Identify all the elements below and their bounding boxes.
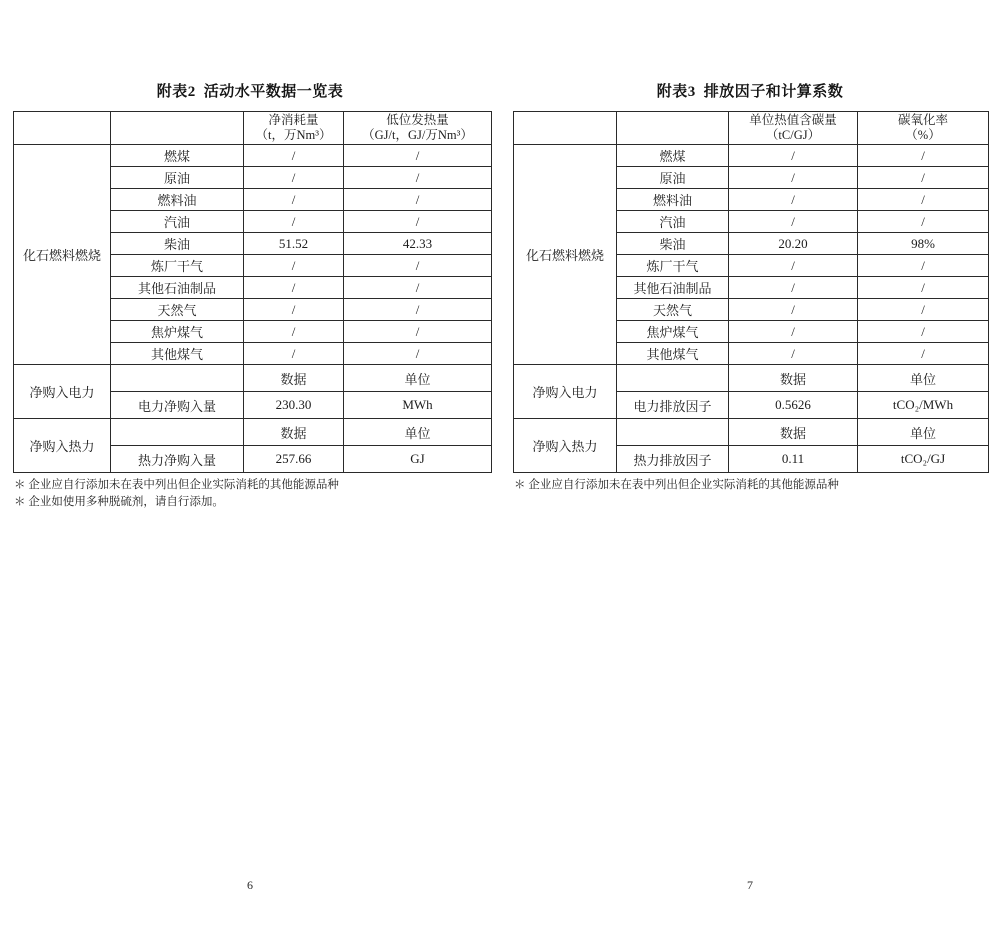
footnote: ＊ 企业应自行添加未在表中列出但企业实际消耗的其他能源品种 xyxy=(14,479,339,491)
t3-electricity-empty-cell xyxy=(617,365,729,392)
fuel-oxidation-rate: 98% xyxy=(858,233,989,255)
fuel-consumption-value: / xyxy=(244,189,344,211)
t3-electricity-row-label: 电力排放因子 xyxy=(617,392,729,419)
t2-electricity-unit-header: 单位 xyxy=(344,365,492,392)
table-row xyxy=(514,419,989,446)
fuel-label: 燃煤 xyxy=(617,145,729,167)
fuel-carbon-content: / xyxy=(729,167,858,189)
t3-electricity-unit-header: 单位 xyxy=(858,365,989,392)
t3-header-empty-2 xyxy=(617,112,729,145)
t3-heat-unit: tCO₂/GJ xyxy=(858,446,989,473)
fuel-oxidation-rate: / xyxy=(858,299,989,321)
table2-title-text: 活动水平数据一览表 xyxy=(203,84,344,100)
fuel-consumption-value: / xyxy=(244,211,344,233)
fuel-label: 天然气 xyxy=(617,299,729,321)
table2-title-number: 附表2 xyxy=(156,84,196,100)
fuel-label: 汽油 xyxy=(617,211,729,233)
fuel-label: 焦炉煤气 xyxy=(111,321,244,343)
fuel-label: 其他煤气 xyxy=(617,343,729,365)
table3-title-text: 排放因子和计算系数 xyxy=(703,84,844,100)
t2-header-net-consumption-line1: 净消耗量 xyxy=(268,113,319,127)
footnote: ＊ 企业应自行添加未在表中列出但企业实际消耗的其他能源品种 xyxy=(514,479,839,491)
t3-heat-value: 0.11 xyxy=(729,446,858,473)
fuel-consumption-value: / xyxy=(244,299,344,321)
fuel-carbon-content: / xyxy=(729,145,858,167)
fuel-heating-value: / xyxy=(344,299,492,321)
t3-group-heat-label: 净购入热力 xyxy=(514,419,617,473)
t3-heat-row-label: 热力排放因子 xyxy=(617,446,729,473)
t2-group-electricity-label: 净购入电力 xyxy=(14,365,111,419)
table-row xyxy=(14,419,492,446)
fuel-label: 天然气 xyxy=(111,299,244,321)
t3-electricity-data-header: 数据 xyxy=(729,365,858,392)
emission-factor-table xyxy=(513,111,989,473)
t3-header-carbon-content-line2: （tC/GJ） xyxy=(765,128,821,142)
t2-header-net-consumption-line2: （t，万Nm³） xyxy=(255,128,332,142)
fuel-label: 原油 xyxy=(617,167,729,189)
t2-heat-empty-cell xyxy=(111,419,244,446)
fuel-oxidation-rate: / xyxy=(858,255,989,277)
fuel-oxidation-rate: / xyxy=(858,343,989,365)
fuel-label: 其他煤气 xyxy=(111,343,244,365)
t2-header-heating-value-line2: （GJ/t，GJ/万Nm³） xyxy=(362,128,473,142)
t3-header-carbon-content xyxy=(729,112,858,145)
fuel-label: 其他石油制品 xyxy=(617,277,729,299)
t3-heat-empty-cell xyxy=(617,419,729,446)
t3-header-oxidation-rate xyxy=(858,112,989,145)
t2-header-heating-value xyxy=(344,112,492,145)
t3-heat-unit-header: 单位 xyxy=(858,419,989,446)
fuel-label: 原油 xyxy=(111,167,244,189)
fuel-oxidation-rate: / xyxy=(858,167,989,189)
t3-group-fossil-fuel-label: 化石燃料燃烧 xyxy=(514,145,617,365)
table3-title-number: 附表3 xyxy=(656,84,696,100)
fuel-label: 柴油 xyxy=(111,233,244,255)
t2-group-fossil-fuel-label: 化石燃料燃烧 xyxy=(14,145,111,365)
t3-electricity-value: 0.5626 xyxy=(729,392,858,419)
fuel-carbon-content: / xyxy=(729,189,858,211)
t2-header-heating-value-line1: 低位发热量 xyxy=(386,113,449,127)
t2-heat-unit-header: 单位 xyxy=(344,419,492,446)
fuel-heating-value: / xyxy=(344,343,492,365)
fuel-oxidation-rate: / xyxy=(858,277,989,299)
t2-electricity-data-header: 数据 xyxy=(244,365,344,392)
fuel-oxidation-rate: / xyxy=(858,211,989,233)
fuel-heating-value: / xyxy=(344,211,492,233)
table3-footnotes xyxy=(514,477,1000,494)
page-number-left: 6 xyxy=(247,878,253,892)
table-row xyxy=(14,145,492,167)
fuel-heating-value: / xyxy=(344,277,492,299)
fuel-heating-value: / xyxy=(344,167,492,189)
fuel-heating-value: / xyxy=(344,145,492,167)
t2-electricity-empty-cell xyxy=(111,365,244,392)
fuel-label: 燃料油 xyxy=(111,189,244,211)
fuel-carbon-content: / xyxy=(729,321,858,343)
t3-electricity-unit: tCO₂/MWh xyxy=(858,392,989,419)
t2-heat-data-header: 数据 xyxy=(244,419,344,446)
t3-header-empty-1 xyxy=(514,112,617,145)
fuel-label: 燃料油 xyxy=(617,189,729,211)
t2-heat-row-label: 热力净购入量 xyxy=(111,446,244,473)
fuel-carbon-content: 20.20 xyxy=(729,233,858,255)
fuel-label: 汽油 xyxy=(111,211,244,233)
fuel-oxidation-rate: / xyxy=(858,321,989,343)
table-row xyxy=(514,365,989,392)
fuel-carbon-content: / xyxy=(729,255,858,277)
fuel-heating-value: / xyxy=(344,255,492,277)
t3-header-carbon-content-line1: 单位热值含碳量 xyxy=(749,113,837,127)
fuel-carbon-content: / xyxy=(729,211,858,233)
fuel-consumption-value: / xyxy=(244,343,344,365)
t2-electricity-value: 230.30 xyxy=(244,392,344,419)
fuel-label: 柴油 xyxy=(617,233,729,255)
fuel-label: 燃煤 xyxy=(111,145,244,167)
t3-header-oxidation-rate-line2: （%） xyxy=(905,128,941,142)
fuel-heating-value: / xyxy=(344,189,492,211)
fuel-label: 焦炉煤气 xyxy=(617,321,729,343)
fuel-label: 其他石油制品 xyxy=(111,277,244,299)
table3-title xyxy=(500,80,1000,101)
table-row xyxy=(514,145,989,167)
t2-header-empty-1 xyxy=(14,112,111,145)
fuel-oxidation-rate: / xyxy=(858,189,989,211)
t3-header-oxidation-rate-line1: 碳氧化率 xyxy=(897,113,948,127)
fuel-oxidation-rate: / xyxy=(858,145,989,167)
t2-electricity-unit: MWh xyxy=(344,392,492,419)
fuel-heating-value: 42.33 xyxy=(344,233,492,255)
t3-group-electricity-label: 净购入电力 xyxy=(514,365,617,419)
t2-header-empty-2 xyxy=(111,112,244,145)
fuel-consumption-value: / xyxy=(244,321,344,343)
t2-heat-unit: GJ xyxy=(344,446,492,473)
fuel-consumption-value: / xyxy=(244,255,344,277)
fuel-label: 炼厂干气 xyxy=(111,255,244,277)
page-number-right: 7 xyxy=(747,878,753,892)
document-page-7 xyxy=(500,0,1000,936)
table-row xyxy=(14,365,492,392)
t2-electricity-row-label: 电力净购入量 xyxy=(111,392,244,419)
footnote: ＊ 企业如使用多种脱硫剂，请自行添加。 xyxy=(14,496,224,508)
t2-heat-value: 257.66 xyxy=(244,446,344,473)
fuel-consumption-value: 51.52 xyxy=(244,233,344,255)
table2-title xyxy=(0,80,500,101)
t3-heat-data-header: 数据 xyxy=(729,419,858,446)
fuel-carbon-content: / xyxy=(729,343,858,365)
table2-footnotes xyxy=(14,477,500,511)
fuel-consumption-value: / xyxy=(244,145,344,167)
t2-group-heat-label: 净购入热力 xyxy=(14,419,111,473)
t2-header-net-consumption xyxy=(244,112,344,145)
fuel-label: 炼厂干气 xyxy=(617,255,729,277)
fuel-carbon-content: / xyxy=(729,299,858,321)
activity-level-data-table xyxy=(13,111,492,473)
fuel-consumption-value: / xyxy=(244,167,344,189)
fuel-consumption-value: / xyxy=(244,277,344,299)
fuel-heating-value: / xyxy=(344,321,492,343)
fuel-carbon-content: / xyxy=(729,277,858,299)
